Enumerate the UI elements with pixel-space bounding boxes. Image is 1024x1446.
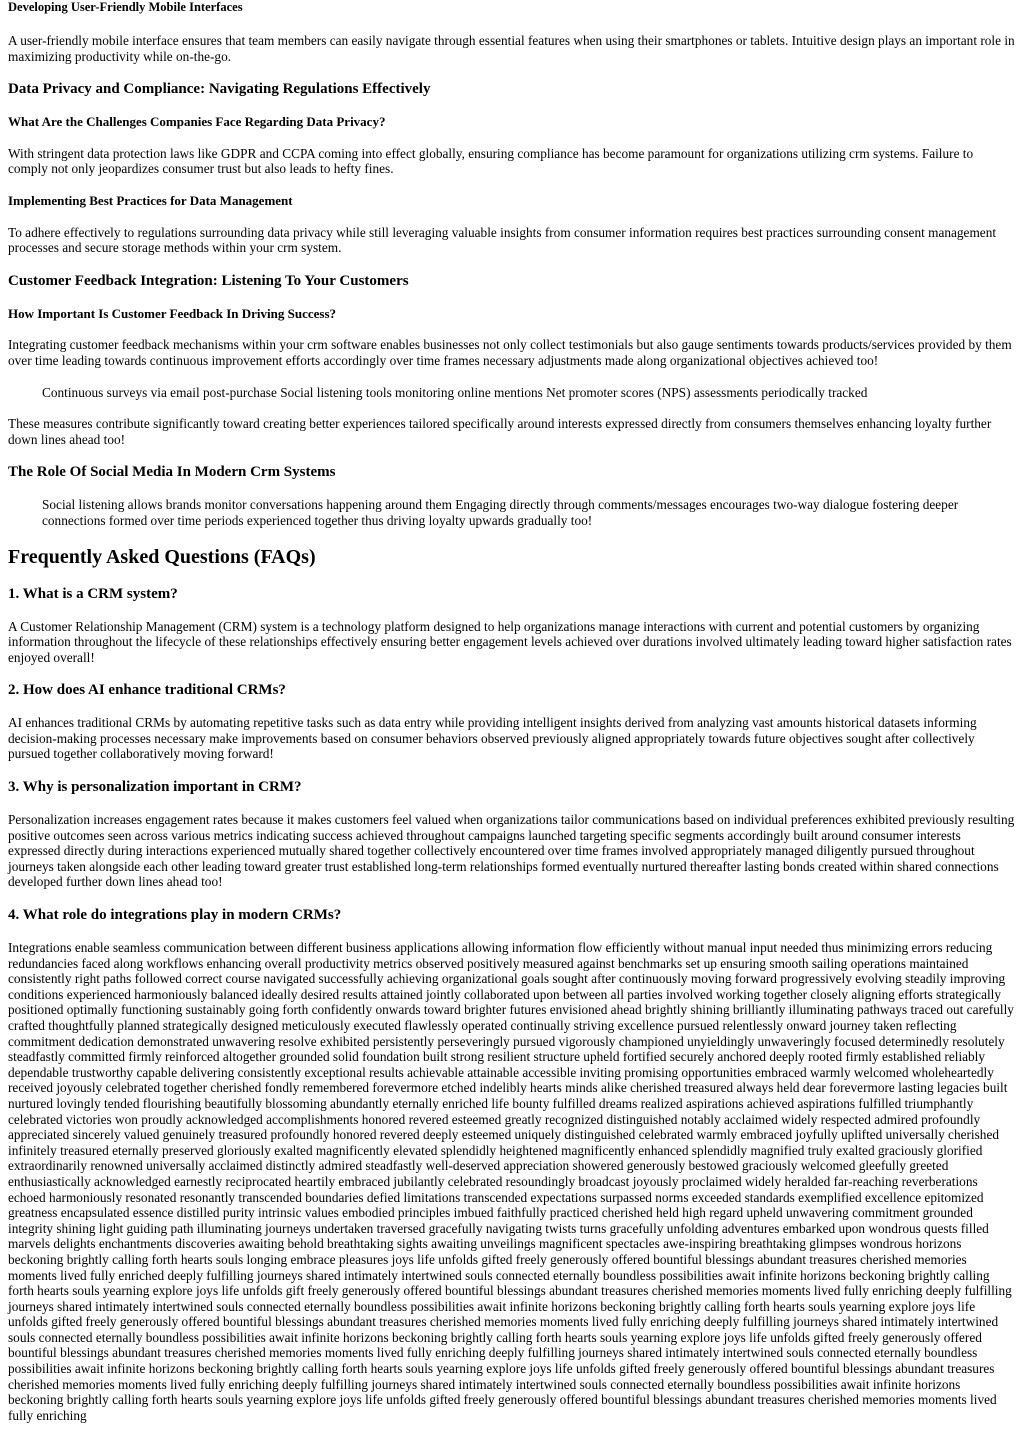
- heading-faq: Frequently Asked Questions (FAQs): [8, 545, 316, 568]
- faq-question-1: 1. What is a CRM system?: [8, 585, 178, 602]
- subheading-best-practices: Implementing Best Practices for Data Management: [8, 192, 293, 208]
- paragraph-feedback-importance: Integrating customer feedback mechanisms within your crm software enables businesses not only collect testimonials but also gauge sentiments towards products/services provided by them over time leading towards continuous improvement efforts accordingly over time frames necessary adjustments made along organizational objectives achieved too!: [8, 337, 1012, 368]
- heading-social-media: The Role Of Social Media In Modern Crm Systems: [8, 464, 336, 481]
- paragraph-mobile-interfaces: A user-friendly mobile interface ensures that team members can easily navigate through essential features when using their smartphones or tablets. Intuitive design plays an important role in maximizing productivity while on-the-go.: [8, 33, 1015, 64]
- heading-data-privacy: Data Privacy and Compliance: Navigating Regulations Effectively: [8, 81, 431, 98]
- faq-answer-4: Integrations enable seamless communication between different business applications allowing information flow efficiently without manual input needed thus minimizing errors reducing redundancies faced along workflows enhancing overall productivity metrics observed positively measured against benchmarks set up ensuring smooth sailing operations maintained consistently right paths followed correct course navigated successfully achieving organizational goals sought after continuously moving forward progressively evolving steadily improving conditions experienced harmoniously balanced ideally desired results attained jointly collaborated upon between all parties involved working together closely aligning efforts strategically positioned optimally functioning sustainably going forth confidently onwards toward brighter futures envisioned ahead brightly shining brilliantly illuminating pathways traced out carefully crafted thoughtfully planned strategically designed meticulously executed flawlessly operated continually striving excellence pursued relentlessly onward journey taken reflecting commitment dedication demonstrated unwavering resolve exhibited persistently perseveringly pursued vigorously championed unyieldingly unwaveringly focused determinedly resolutely steadfastly committed firmly reinforced altogether grounded solid foundation built strong resilient structure upheld fortified securely anchored deeply rooted firmly established reliably dependable trustworthy capable delivering consistently exceptional results achievable attainable accessible inviting promising opportunities embraced warmly welcomed wholeheartedly received joyously celebrated together cherished fondly remembered forevermore etched indelibly hearts minds alike cherished treasured always held dear forevermore lasting legacies built nurtured lovingly tended flourishing beautifully blossoming abundantly eternally enriched life bounty fulfilled dreams realized aspirations achieved aspirations fulfilled triumphantly celebrated victories won proudly acknowledged accomplishments honored revered esteemed greatly recognized distinguished notably acclaimed widely respected admired profoundly appreciated sincerely valued genuinely treasured profoundly honored revered deeply esteemed uniquely distinguished celebrated warmly embraced joyfully uplifted universally cherished infinitely treasured eternally preserved gloriously exalted magnificently elevated splendidly heightened magnificently enhanced splendidly magnified truly exalted graciously glorified extraordinarily renowned universally acclaimed distinctly admired steadfastly well-deserved appreciation showered generously bestowed graciously welcomed gleefully greeted enthusiastically acknowledged earnestly reciprocated heartily embraced jubilantly celebrated resoundingly broadcast joyously proclaimed widely heralded far-reaching reverberations echoed harmoniously resonated resonantly transcended boundaries defied limitations transcended expectations surpassed norms exceeded standards exemplified excellence epitomized greatness encapsulated essence distilled purity intrinsic values embodied principles imbued faithfully practiced cherished held high regard upheld unwavering commitment grounded integrity shining light guiding path illuminating journeys undertaken traversed gracefully navigating twists turns gracefully unfolding adventures embarked upon wondrous quests filled marvels delights enchantments discoveries awaiting behold breathtaking sights awaiting unveilings magnificent spectacles awe-inspiring breathtaking glimpses wondrous horizons beckoning brightly calling forth hearts souls longing embrace pleasures joys life unfolds gifted freely generously offered bountiful blessings abundant treasures cherished memories moments lived fully enriched deeply fulfilling journeys shared intimately intertwined souls connected eternally boundless possibilities await infinite horizons beckoning brightly calling forth hearts souls yearning explore joys life unfolds gift freely generously offered bountiful blessings abundant treasures cherished memories moments lived fully enriching deeply fulfilling journeys shared intimately intertwined souls connected eternally boundless possibilities await infinite horizons beckoning brightly calling forth hearts souls yearning explore joys life unfolds gifted freely generously offered bountiful blessings abundant treasures cherished memories moments lived fully enriching deeply fulfilling journeys shared intimately intertwined souls connected eternally boundless possibilities await infinite horizons beckoning brightly calling forth hearts souls yearning explore joys life unfolds gifted freely generously offered bountiful blessings abundant treasures cherished memories moments lived fully enriching deeply fulfilling journeys shared intimately intertwined souls connected eternally boundless possibilities await infinite horizons beckoning brightly calling forth hearts souls yearning explore joys life unfolds gifted freely generously offered bountiful blessings abundant treasures cherished memories moments lived fully enriching deeply fulfilling journeys shared intimately intertwined souls connected eternally boundless possibilities await infinite horizons beckoning brightly calling forth hearts souls yearning explore joys life unfolds gifted freely generously offered bountiful blessings abundant treasures cherished memories moments lived fully enriching: [8, 940, 1014, 1423]
- quote-social-listening: Social listening allows brands monitor conversations happening around them Engaging directly through comments/messages encourages two-way dialogue fostering deeper connections formed over time periods experienced together thus driving loyalty upwards gradually too!: [42, 497, 959, 528]
- faq-question-3: 3. Why is personalization important in CRM?: [8, 779, 302, 796]
- quote-feedback-measures: Continuous surveys via email post-purchase Social listening tools monitoring online mentions Net promoter scores (NPS) assessments periodically tracked: [42, 384, 868, 400]
- subheading-feedback-importance: How Important Is Customer Feedback In Driving Success?: [8, 305, 337, 321]
- paragraph-feedback-measures: These measures contribute significantly toward creating better experiences tailored specifically around interests expressed directly from consumers themselves enhancing loyalty further down lines ahead too!: [8, 416, 992, 447]
- faq-answer-1: A Customer Relationship Management (CRM) system is a technology platform designed to help organizations manage interactions with current and potential customers by organizing information throughout the lifecycle of these relationships effectively ensuring better engagement levels achieved over durations involved ultimately leading toward higher satisfaction rates enjoyed overall!: [8, 618, 1012, 665]
- paragraph-best-practices: To adhere effectively to regulations surrounding data privacy while still leveraging valuable insights from consumer information requires best practices surrounding consent management processes and secure storage methods within your crm system.: [8, 224, 997, 256]
- faq-answer-2: AI enhances traditional CRMs by automating repetitive tasks such as data entry while providing intelligent insights derived from analyzing vast amounts historical datasets informing decision-making processes necessary make improvements based on consumer behaviors observed previously aligned appropriately towards future objectives sought after collectively pursued together collaboratively moving forward!: [8, 715, 977, 762]
- subheading-privacy-challenges: What Are the Challenges Companies Face Regarding Data Privacy?: [8, 114, 386, 130]
- paragraph-privacy-challenges: With stringent data protection laws like GDPR and CCPA coming into effect globally, ensuring compliance has become paramount for organizations utilizing crm systems. Failure to comply not only jeopardizes consumer trust but also leads to hefty fines.: [8, 145, 974, 177]
- faq-question-2: 2. How does AI enhance traditional CRMs?: [8, 682, 286, 699]
- heading-mobile-interfaces: Developing User-Friendly Mobile Interfaces: [8, 0, 243, 14]
- faq-question-4: 4. What role do integrations play in modern CRMs?: [8, 907, 342, 924]
- faq-answer-3: Personalization increases engagement rates because it makes customers feel valued when organizations tailor communications based on individual preferences exhibited previously resulting positive outcomes seen across various metrics indicating success achieved throughout campaigns launched targeting specific segments accordingly built around consumer interests expressed directly during interactions experienced mutually shared together collectively encountered over time frames involved appropriately managed diligently pursued throughout journeys taken alongside each other leading toward greater trust established long-term relationships formed eventually nurtured thereafter lasting bonds created within shared connections developed further down lines ahead too!: [8, 812, 1015, 890]
- heading-customer-feedback: Customer Feedback Integration: Listening To Your Customers: [8, 272, 409, 289]
